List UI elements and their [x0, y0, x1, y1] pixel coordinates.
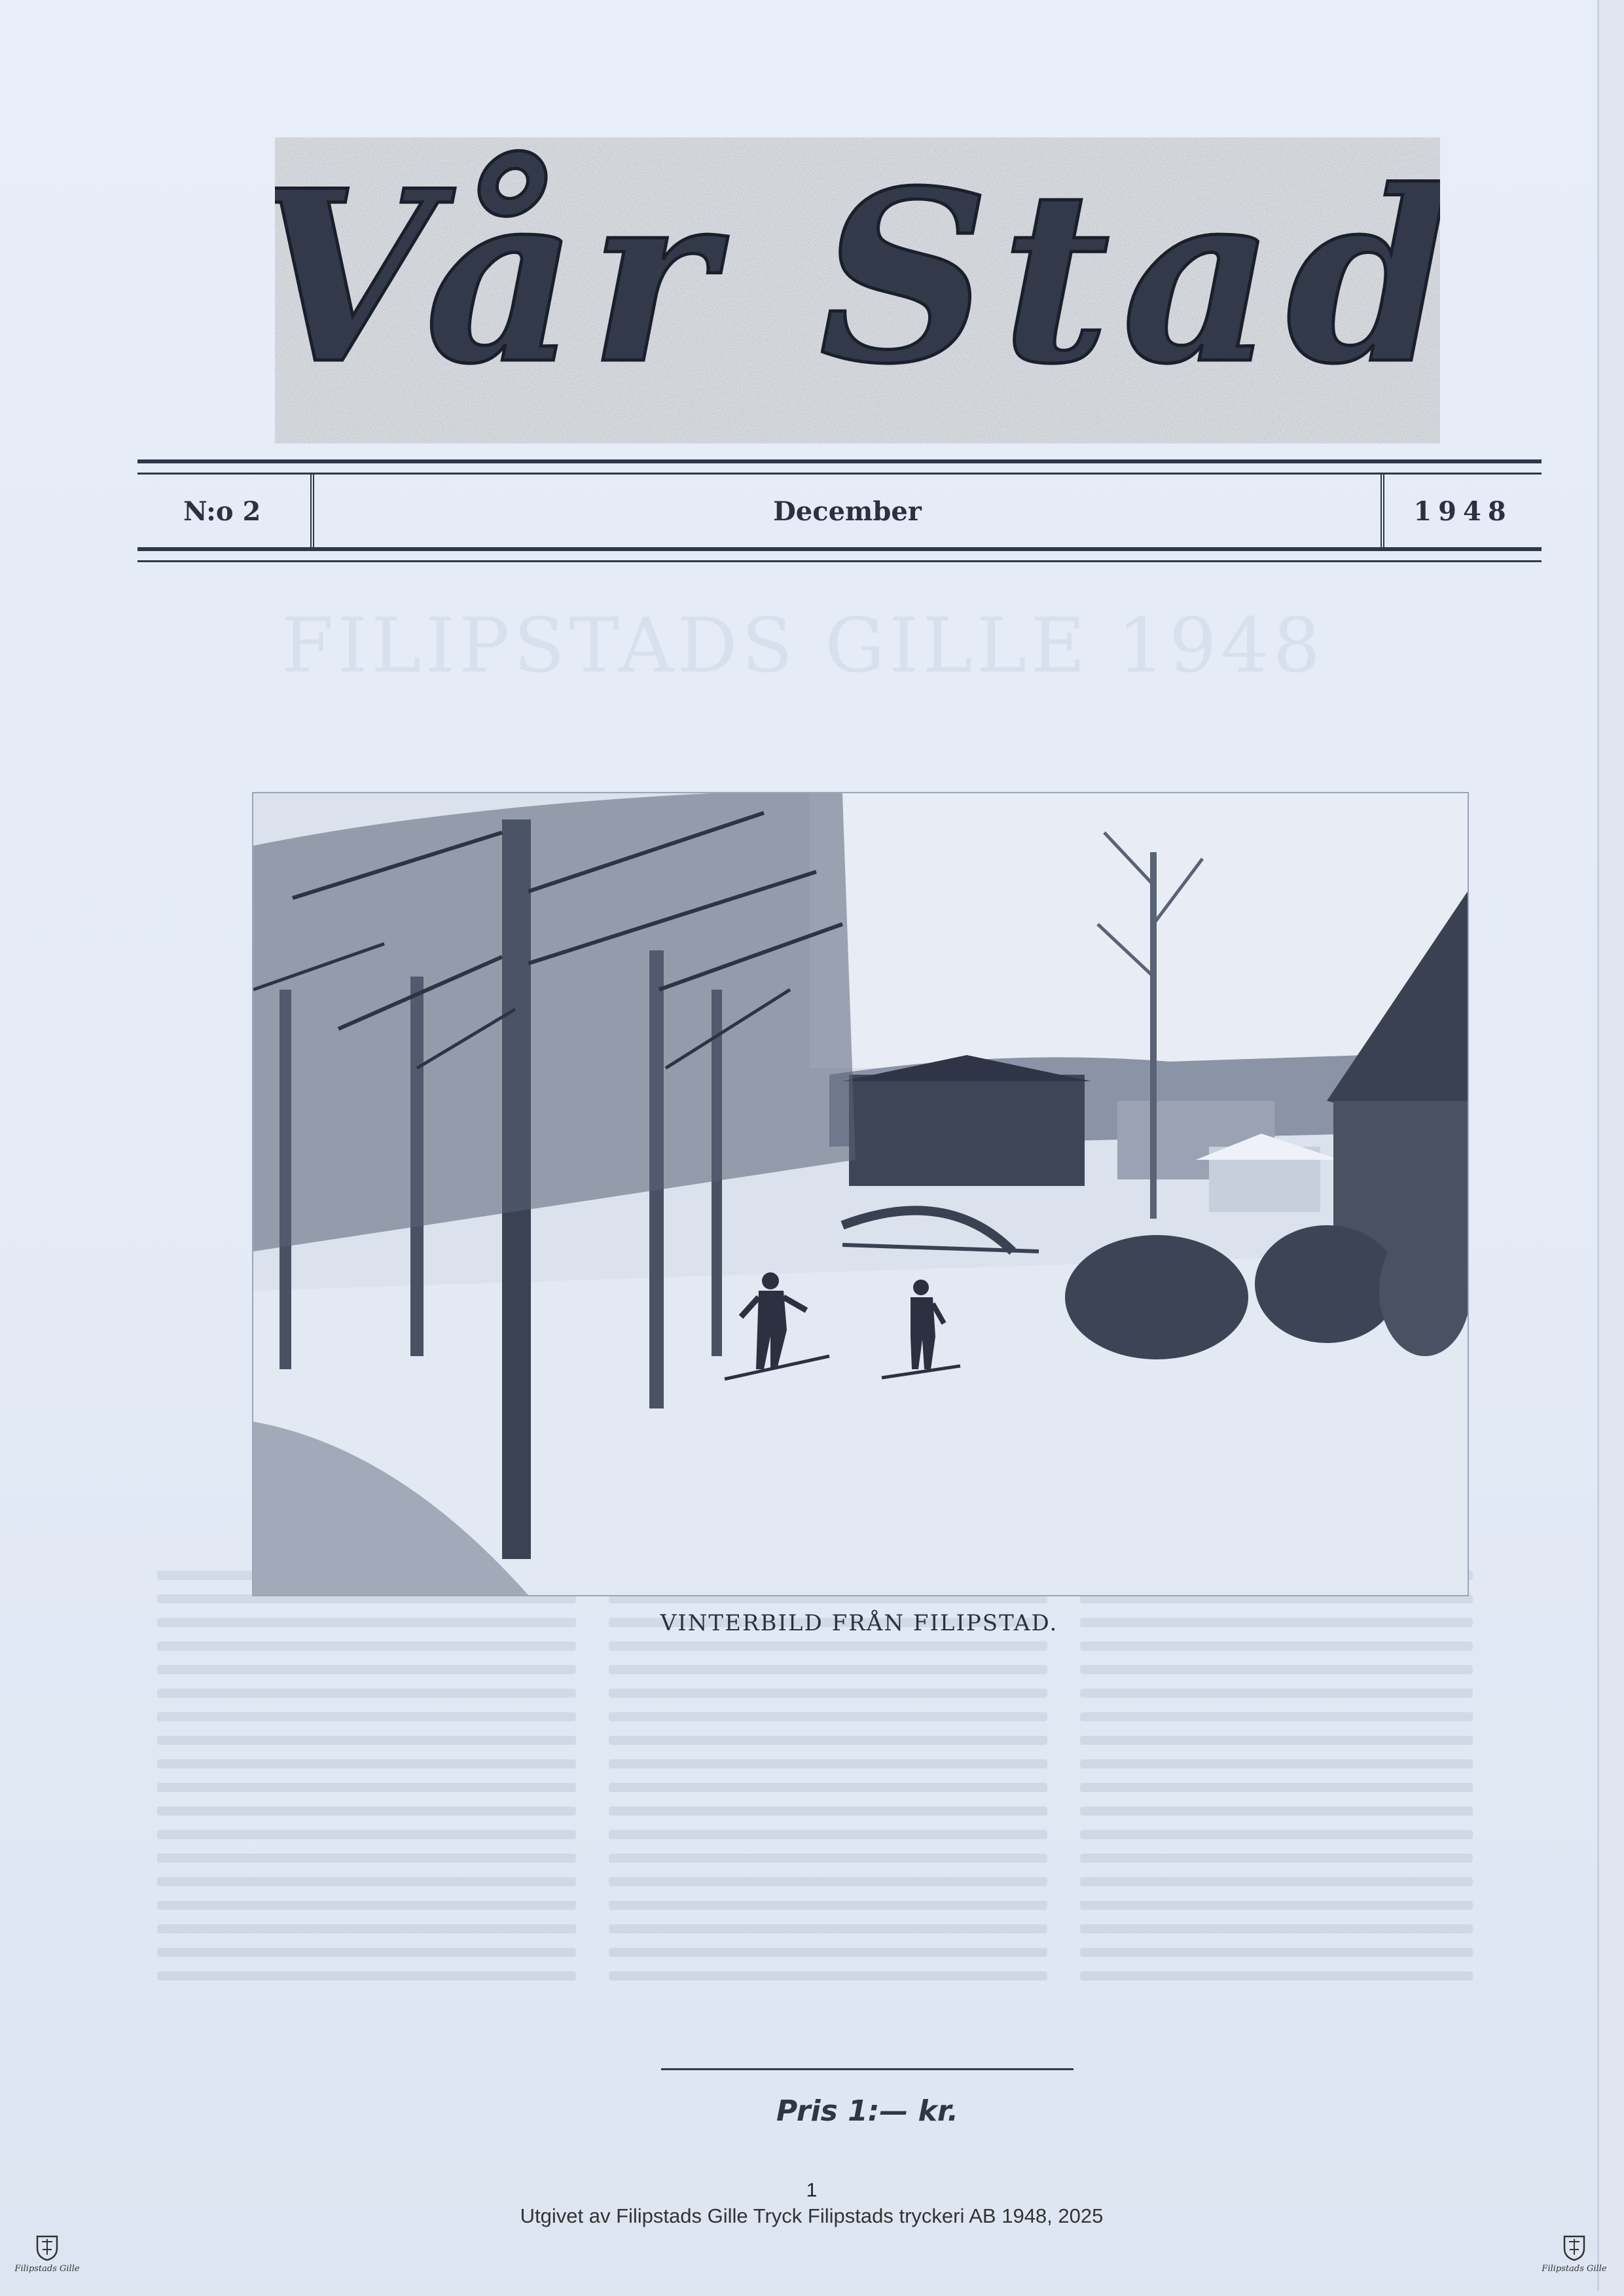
bleed-through-column-left	[157, 1571, 576, 2042]
crest-right-icon	[1542, 2235, 1607, 2274]
photo-caption: VINTERBILD FRÅN FILIPSTAD.	[660, 1610, 1058, 1636]
top-rule	[137, 459, 1542, 475]
issue-year: 1948	[1413, 495, 1513, 527]
bottom-rule	[137, 547, 1542, 562]
crest-right-label: Filipstads Gille	[1542, 2264, 1607, 2274]
crest-left-label: Filipstads Gille	[14, 2264, 80, 2274]
price-label: Pris 1:— kr.	[776, 2094, 959, 2128]
publisher-line: Utgivet av Filipstads Gille Tryck Filipstads tryckeri AB 1948, 2025	[520, 2204, 1104, 2227]
masthead-title	[275, 137, 1440, 452]
bleed-through-heading: FILIPSTADS GILLE 1948	[281, 602, 1325, 690]
issue-month: December	[314, 475, 1384, 548]
issue-number: N:o 2	[137, 475, 314, 548]
crest-left-icon	[14, 2235, 80, 2274]
bleed-through-column-middle	[609, 1571, 1047, 2042]
issue-info-bar	[137, 475, 1542, 548]
page-number: 1	[806, 2179, 818, 2201]
bleed-through-column-right	[1080, 1571, 1473, 2042]
winter-photo	[252, 792, 1469, 1596]
masthead-text: Vår Stad	[275, 139, 1440, 416]
price-divider	[661, 2068, 1074, 2070]
